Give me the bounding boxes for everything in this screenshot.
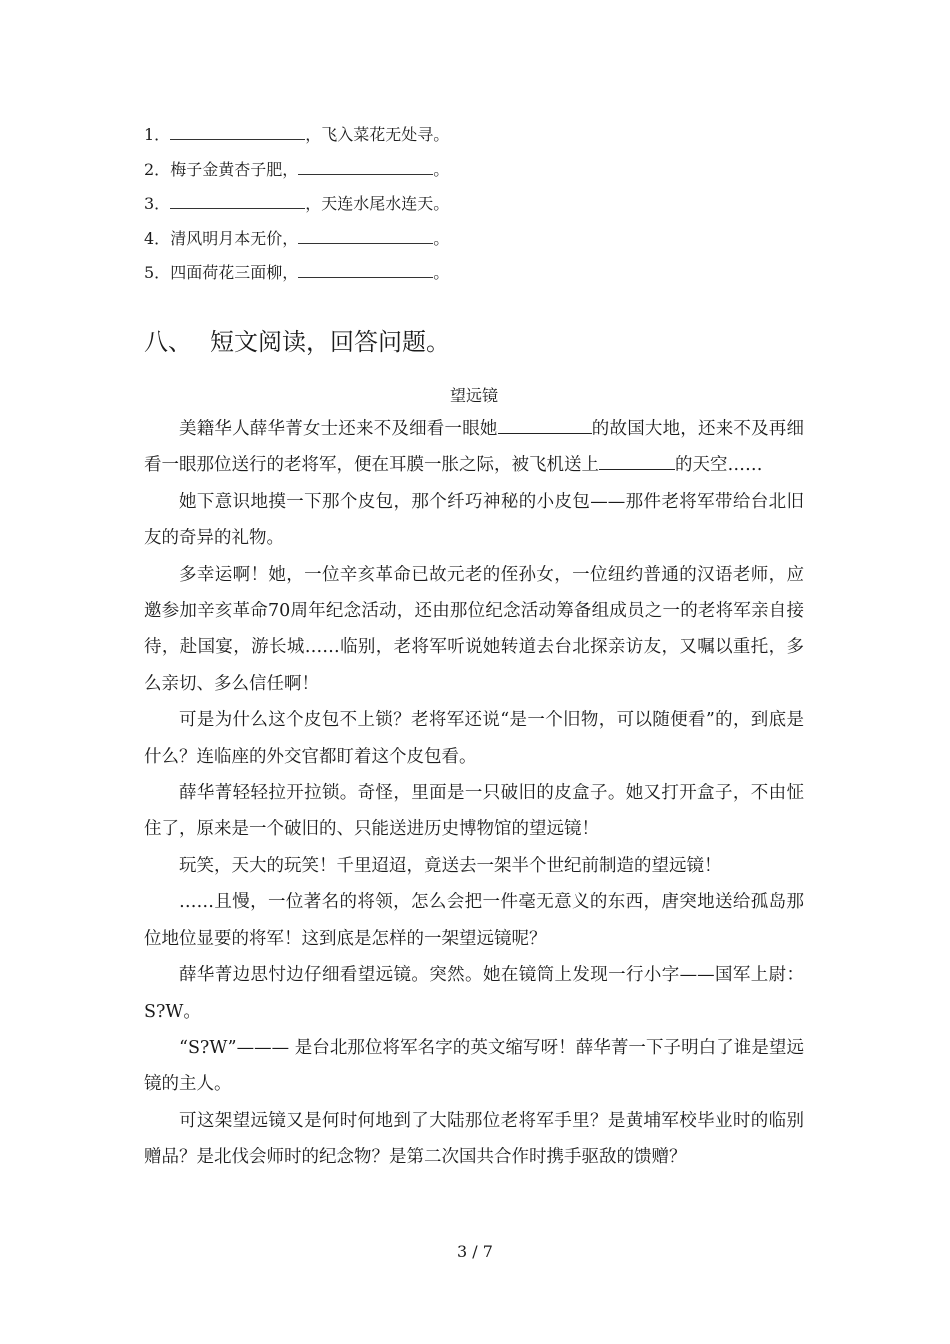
item-number: 1．: [144, 125, 171, 144]
passage-paragraph-3: 多幸运啊！她，一位辛亥革命已故元老的侄孙女，一位纽约普通的汉语老师，应邀参加辛亥革命70周年纪念活动，还由那位纪念活动筹备组成员之一的老将军亲自接待，赴国宴，游长城……临别，老将军听说她转道去台北探亲访友，又嘱以重托，多么亲切、多么信任啊！: [144, 564, 804, 694]
answer-blank[interactable]: [298, 260, 433, 278]
poem-text: 。: [433, 263, 450, 282]
passage-paragraph-8: 薛华菁边思忖边仔细看望远镜。突然。她在镜筒上发现一行小字——国军上尉：S?W。: [144, 965, 804, 1022]
fill-blank-item-4: [144, 222, 804, 257]
poem-text: 四面荷花三面柳，: [170, 263, 299, 282]
fill-blank-item-3: [144, 187, 804, 222]
reading-passage: [144, 382, 804, 1176]
answer-blank[interactable]: [498, 415, 592, 434]
passage-title: 望远镜: [449, 386, 498, 405]
passage-paragraph-9: “S?W”——— 是台北那位将军名字的英文缩写呀！薛华菁一下子明白了谁是望远镜的主人。: [144, 1037, 804, 1095]
fill-blank-item-5: [144, 256, 804, 291]
passage-paragraph-10: 可这架望远镜又是何时何地到了大陆那位老将军手里？是黄埔军校毕业时的临别赠品？是北伐会师时的纪念物？是第二次国共合作时携手驱敌的馈赠？: [144, 1110, 804, 1168]
item-number: 5．: [144, 263, 171, 282]
page-number: 3 / 7: [457, 1242, 493, 1261]
poem-text: 。: [433, 228, 450, 248]
item-number: 4．: [144, 228, 171, 248]
poem-text: 。: [433, 159, 450, 179]
item-number: 3．: [144, 194, 171, 213]
passage-paragraph-2: 她下意识地摸一下那个皮包，那个纤巧神秘的小皮包——那件老将军带给台北旧友的奇异的礼物。: [144, 491, 804, 549]
answer-blank[interactable]: [298, 226, 433, 244]
passage-paragraph-5: 薛华菁轻轻拉开拉锁。奇怪，里面是一只破旧的皮盒子。她又打开盒子，不由怔住了，原来是一个破旧的、只能送进历史博物馆的望远镜！: [144, 783, 804, 840]
poem-text: ，天连水尾水连天。: [305, 194, 450, 213]
poem-text: 清风明月本无价，: [170, 228, 299, 248]
poem-text: 梅子金黄杏子肥，: [170, 159, 299, 179]
section-title-text: 短文阅读，回答问题。: [210, 328, 450, 356]
section-number: 八、: [144, 328, 192, 356]
passage-paragraph-4: 可是为什么这个皮包不上锁？老将军还说“是一个旧物，可以随便看”的，到底是什么？连临座的外交官都盯着这个皮包看。: [144, 710, 804, 767]
passage-paragraph-7: ……且慢，一位著名的将领，怎么会把一件毫无意义的东西，唐突地送给孤岛那位地位显要的将军！这到底是怎样的一架望远镜呢？: [144, 892, 804, 949]
answer-blank[interactable]: [599, 451, 675, 470]
fill-blank-item-2: [144, 153, 804, 188]
fill-blank-list: [144, 118, 804, 291]
answer-blank[interactable]: [298, 157, 433, 175]
passage-paragraph-6: 玩笑，天大的玩笑！千里迢迢，竟送去一架半个世纪前制造的望远镜！: [179, 855, 722, 876]
answer-blank[interactable]: [170, 191, 305, 209]
answer-blank[interactable]: [170, 122, 305, 140]
fill-blank-item-1: [144, 118, 804, 153]
poem-text: ，飞入菜花无处寻。: [305, 125, 450, 144]
passage-paragraph-1: 美籍华人薛华菁女士还来不及细看一眼她 的故国大地，还来不及再细看一眼那位送行的老将军，便在耳膜一胀之际，被飞机送上 的天空……: [144, 411, 804, 484]
item-number: 2．: [144, 159, 171, 179]
section-heading: [144, 322, 450, 362]
